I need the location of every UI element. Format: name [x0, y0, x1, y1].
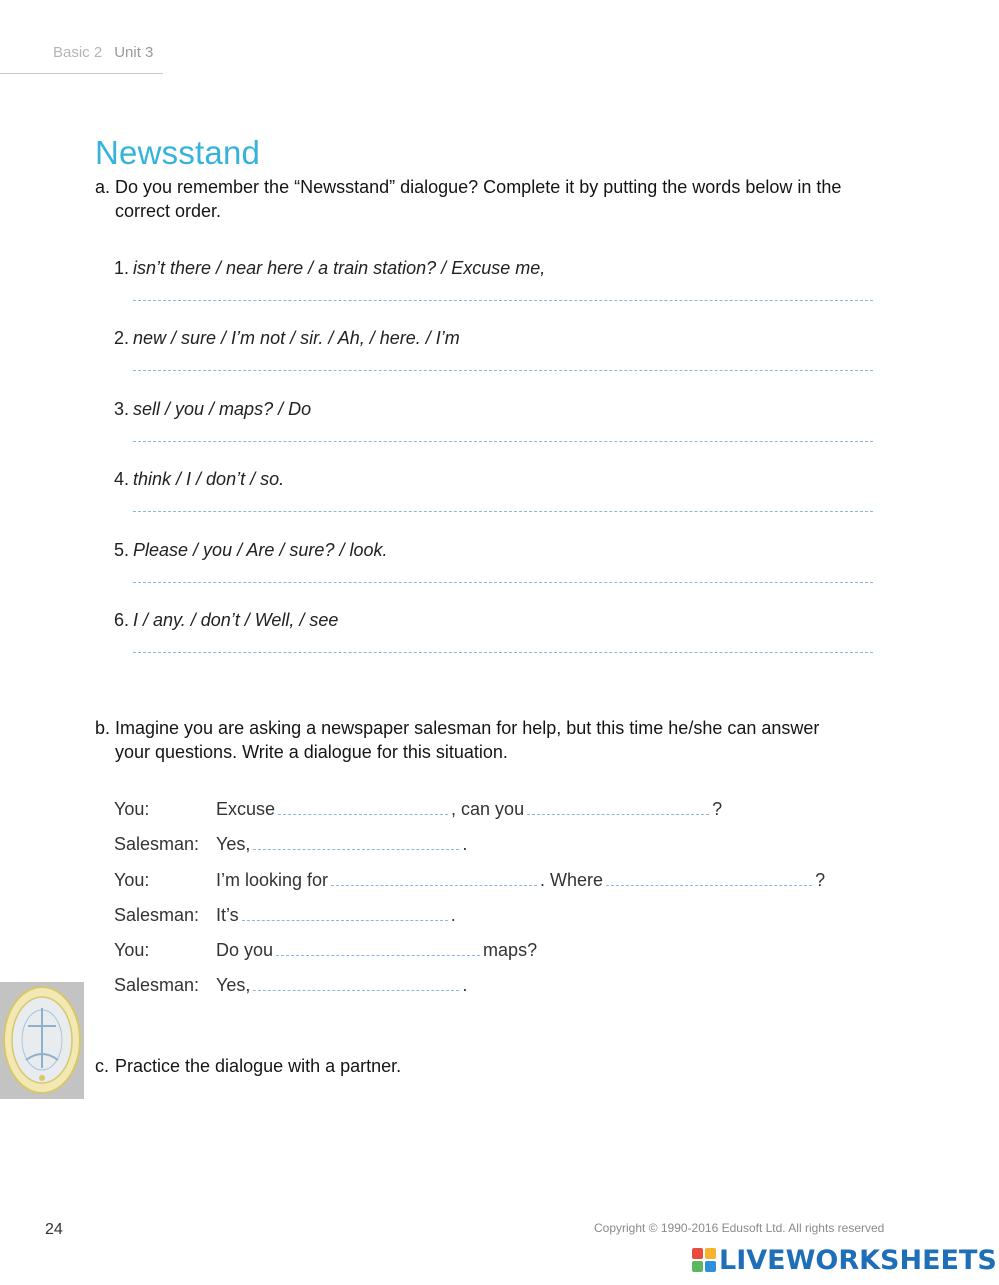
page-header [53, 44, 153, 61]
item-words: think / I / don’t / so. [133, 469, 285, 489]
instruction-b-text: Imagine you are asking a newspaper salesman for help, but this time he/she can answer your questions. Write a dialogue for this situation. [115, 718, 820, 762]
dialogue-text: It’s [216, 905, 239, 925]
dialogue-text: Yes, [216, 834, 251, 854]
item-number: 6. [114, 610, 130, 630]
dialogue-blank[interactable] [253, 833, 459, 850]
instruction-c-letter: c. [95, 1056, 110, 1076]
exercise-item [114, 328, 460, 349]
exercise-item [114, 258, 545, 279]
dialogue-text: maps? [483, 940, 538, 960]
item-number: 2. [114, 328, 130, 348]
copyright-notice: Copyright © 1990-2016 Edusoft Ltd. All rights reserved [594, 1221, 885, 1235]
dialogue-blank[interactable] [276, 939, 480, 956]
speaker-label: Salesman: [114, 834, 200, 854]
dialogue-blank[interactable] [331, 869, 537, 886]
dialogue-line [114, 974, 467, 996]
dialogue-text: , can you [451, 799, 525, 819]
answer-line-1[interactable] [133, 300, 873, 301]
university-seal [0, 982, 84, 1099]
dialogue-text: . [462, 834, 468, 854]
instruction-a-text: Do you remember the “Newsstand” dialogue? Complete it by putting the words below in the correct order. [115, 177, 842, 221]
answer-line-5[interactable] [133, 582, 873, 583]
instruction-b-letter: b. [95, 718, 111, 738]
liveworksheets-wordmark: LIVEWORKSHEETS [719, 1244, 997, 1276]
item-words: sell / you / maps? / Do [133, 399, 312, 419]
instruction-c [95, 1054, 855, 1078]
seal-emblem-icon [0, 982, 84, 1099]
dialogue-blank[interactable] [242, 904, 448, 921]
item-words: isn’t there / near here / a train station? / Excuse me, [133, 258, 546, 278]
item-number: 1. [114, 258, 130, 278]
dialogue-blank[interactable] [606, 869, 812, 886]
item-words: Please / you / Are / sure? / look. [133, 540, 388, 560]
dialogue-text: ? [815, 870, 826, 890]
speaker-label: You: [114, 940, 150, 960]
item-words: I / any. / don’t / Well, / see [133, 610, 339, 630]
speaker-label: Salesman: [114, 905, 200, 925]
answer-line-3[interactable] [133, 441, 873, 442]
exercise-item [114, 469, 284, 490]
instruction-b [95, 716, 855, 764]
header-divider [0, 73, 163, 74]
dialogue-text: . [450, 905, 456, 925]
instruction-c-text: Practice the dialogue with a partner. [115, 1056, 402, 1076]
dialogue-line [114, 833, 467, 855]
speaker-label: Salesman: [114, 975, 200, 995]
dialogue-line [114, 904, 456, 926]
dialogue-line [114, 869, 825, 891]
dialogue-blank[interactable] [278, 798, 448, 815]
instruction-a [95, 175, 855, 223]
dialogue-line [114, 798, 722, 820]
instruction-a-letter: a. [95, 177, 111, 197]
item-words: new / sure / I’m not / sir. / Ah, / here. / I’m [133, 328, 460, 348]
course-label: Basic 2 [53, 44, 103, 61]
dialogue-blank[interactable] [527, 798, 709, 815]
answer-line-2[interactable] [133, 370, 873, 371]
dialogue-text: Excuse [216, 799, 276, 819]
speaker-label: You: [114, 799, 150, 819]
page-number: 24 [45, 1221, 63, 1238]
liveworksheets-icon [692, 1248, 716, 1272]
answer-line-6[interactable] [133, 652, 873, 653]
item-number: 5. [114, 540, 130, 560]
dialogue-text: . [462, 975, 468, 995]
item-number: 4. [114, 469, 130, 489]
dialogue-text: I’m looking for [216, 870, 329, 890]
item-number: 3. [114, 399, 130, 419]
dialogue-blank[interactable] [253, 974, 459, 991]
exercise-item [114, 540, 387, 561]
dialogue-line [114, 939, 537, 961]
answer-line-4[interactable] [133, 511, 873, 512]
speaker-label: You: [114, 870, 150, 890]
exercise-item [114, 399, 311, 420]
unit-label: Unit 3 [114, 44, 154, 61]
exercise-item [114, 610, 338, 631]
dialogue-text: Yes, [216, 975, 251, 995]
dialogue-text: Do you [216, 940, 274, 960]
page-title: Newsstand [95, 134, 261, 172]
dialogue-text: . Where [540, 870, 604, 890]
liveworksheets-logo [692, 1244, 997, 1276]
dialogue-text: ? [712, 799, 723, 819]
